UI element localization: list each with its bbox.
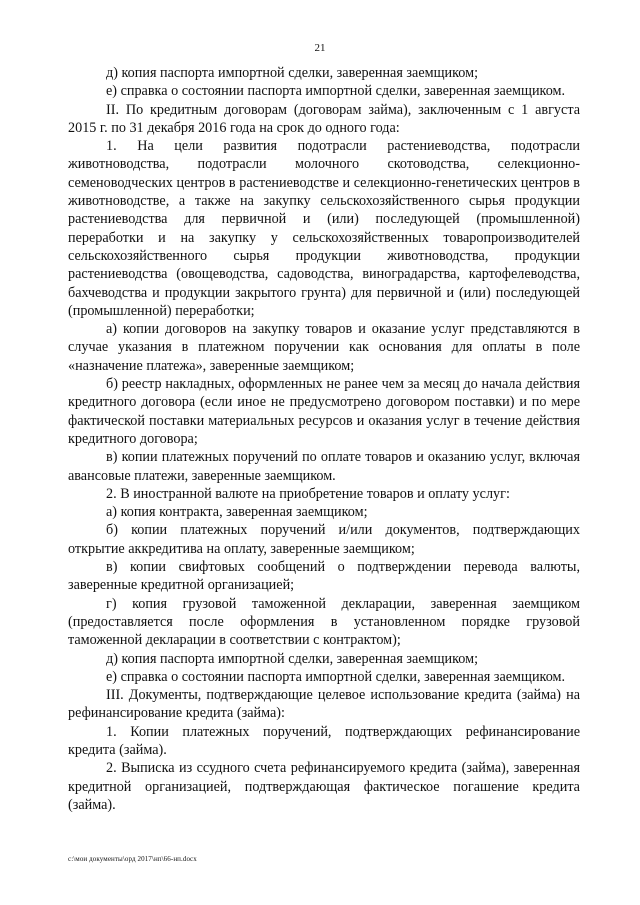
section-heading: III. Документы, подтверждающие целевое использование кредита (займа) на рефинансирование кредита (займа): [68, 687, 580, 722]
paragraph: а) копия контракта, заверенная заемщиком; [106, 504, 368, 521]
paragraph: а) копии договоров на закупку товаров и оказание услуг представляются в случае указания в платежном поручении как основания для оплаты в поле «назначение платежа», заверенные заемщиком; [68, 321, 580, 374]
paragraph: д) копия паспорта импортной сделки, заверенная заемщиком; [106, 650, 479, 667]
paragraph: 2. Выписка из ссудного счета рефинансируемого кредита (займа), заверенная кредитной организацией, подтверждающая фактическое погашение кредита (займа). [68, 760, 580, 813]
paragraph: 1. Копии платежных поручений, подтверждающих рефинансирование кредита (займа). [68, 723, 580, 758]
paragraph: г) копия грузовой таможенной декларации, заверенная заемщиком (предоставляется после оформления в установленном порядке грузовой таможенной декларации в соответствии с контрактом); [68, 595, 580, 649]
section-heading: II. По кредитным договорам (договорам займа), заключенным с 1 августа 2015 г. по 31 декабря 2016 года на срок до одного года: [68, 101, 580, 136]
paragraph: 2. В иностранной валюте на приобретение товаров и оплату услуг: [106, 485, 510, 502]
paragraph: д) копия паспорта импортной сделки, заверенная заемщиком; [106, 65, 479, 81]
paragraph: 1. На цели развития подотрасли растениеводства, подотрасли животноводства, подотрасли молочного скотоводства, селекционно-семеноводческих центров в растениеводстве и селекционно-генетических центров в животноводстве, а также на закупку сельскохозяйственного сырья продукции растениеводства для первичной и (или) последующей (промышленной) переработки и на закупку у сельскохозяйственных товаропроизводителей сельскохозяйственного сырья продукции животноводства, продукции растениеводства (овощеводства, садоводства, виноградарства, картофелеводства, бахчеводства и продукции закрытого грунта) для первичной и (или) последующей (промышленной) переработки; [68, 138, 580, 319]
paragraph: б) копии платежных поручений и/или документов, подтверждающих открытие аккредитива на оплату, заверенные заемщиком; [68, 522, 580, 557]
paragraph: е) справка о состоянии паспорта импортной сделки, заверенная заемщиком. [106, 668, 566, 685]
page-number: 21 [314, 42, 326, 54]
footer-file-path: c:\мои документы\орд 2017\нп\66-нп.docx [68, 855, 197, 863]
paragraph: в) копии свифтовых сообщений о подтверждении перевода валюты, заверенные кредитной организацией; [68, 559, 580, 594]
paragraph: в) копии платежных поручений по оплате товаров и оказанию услуг, включая авансовые платежи, заверенные заемщиком. [68, 449, 580, 484]
paragraph: б) реестр накладных, оформленных не ранее чем за месяц до начала действия кредитного договора (если иное не предусмотрено договором поставки) и по мере фактической поставки материальных ресурсов и оказания услуг в течение действия кредитного договора; [68, 376, 580, 447]
paragraph: е) справка о состоянии паспорта импортной сделки, заверенная заемщиком. [106, 83, 566, 100]
document-body [68, 64, 580, 814]
